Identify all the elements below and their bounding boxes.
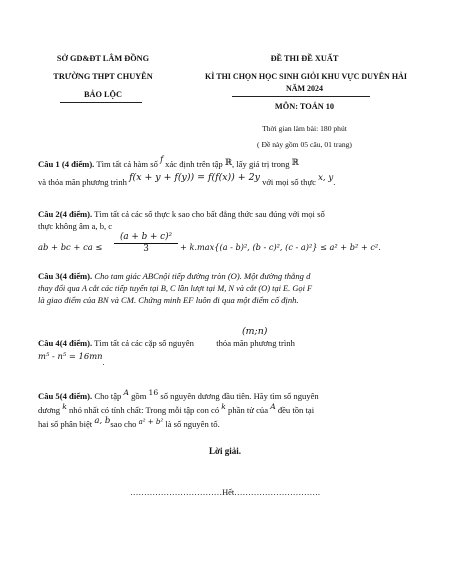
left-header-rule: [60, 102, 142, 103]
q2-text-1: Tìm tất cả các số thực k sao cho bất đẳng thức sau đúng với mọi số: [92, 209, 325, 219]
q5-text-7: đều tồn tại: [275, 405, 315, 415]
question-2-label: Câu 2(4 điểm).: [38, 209, 93, 219]
q2-fraction-numerator: (a + b + c)²: [114, 232, 178, 244]
school-name: TRƯỜNG THPT CHUYÊN: [53, 72, 153, 81]
solution-title: Lời giải.: [209, 446, 241, 456]
q5-ab: a, b: [94, 416, 111, 426]
question-2-line-2: thực không âm a, b, c: [38, 221, 113, 231]
q5-text-5: nhỏ nhất có tính chất: Trong mỗi tập con có: [66, 405, 222, 415]
q1-variables: x, y: [318, 173, 334, 183]
q5-set-a-2: A: [270, 402, 276, 411]
q5-text-9: sao cho: [110, 419, 139, 429]
question-2-inequality: [38, 232, 448, 260]
q1-text-4: và thỏa mãn phương trình: [38, 177, 130, 187]
q5-set-a: A: [123, 388, 129, 397]
q1-real-set-2: ℝ: [291, 158, 299, 168]
q5-text-2: gồm: [128, 391, 149, 401]
q2-rhs: + k.max{(a - b)², (b - c)², (c - a)²} ≤ a² + b² + c².: [180, 242, 381, 252]
exam-title: KÌ THI CHỌN HỌC SINH GIỎI KHU VỰC DUYÊN HẢI: [205, 72, 407, 81]
q1-text-2: xác định trên tập: [163, 159, 225, 169]
question-4-label: Câu 4(4 điểm).: [38, 338, 93, 348]
q5-k: k: [62, 402, 67, 411]
exam-year: NĂM 2024: [285, 84, 324, 93]
right-header-rule: [232, 96, 370, 97]
q1-end: .: [333, 177, 336, 187]
q4-text-2: thỏa mãn phương trình: [214, 338, 295, 348]
q2-lhs: ab + bc + ca ≤: [38, 242, 103, 252]
question-1-label: Câu 1 (4 điểm).: [38, 159, 95, 169]
dept-name: SỞ GD&ĐT LÂM ĐỒNG: [56, 54, 150, 63]
q5-number-16: 16: [148, 388, 159, 397]
q5-text-1: Cho tập: [92, 391, 124, 401]
exam-note: ( Đề này gồm 05 câu, 01 trang): [257, 140, 352, 149]
q2-fraction: [114, 232, 178, 254]
exam-type: ĐỀ THI ĐỀ XUẤT: [270, 54, 339, 63]
q5-text-10: là số nguyên tố.: [163, 419, 220, 429]
question-3-line-3: là giao điểm của BN và CM. Chứng minh EF luôn đi qua một điểm cố định.: [38, 295, 299, 305]
question-5-line-1: [38, 390, 448, 403]
question-3-line-2: thay đổi qua A cắt các tiếp tuyến tại B, C lần lượt tại M, N và cắt (O) tại E. Gọi F: [38, 284, 313, 293]
question-1-line-1: [38, 155, 438, 172]
q4-integer-pair: (m;n): [242, 326, 268, 337]
q2-fraction-denominator: 3: [143, 244, 149, 254]
q1-text-5: với mọi số thực: [259, 177, 319, 187]
q4-equation: m⁵ - n⁵ = 16mn: [38, 351, 103, 361]
question-5-label: Câu 5(4 điểm).: [38, 391, 93, 401]
q5-text-8: hai số phân biệt: [38, 419, 95, 429]
q4-text-1: Tìm tất cả các cặp số nguyên: [92, 338, 197, 348]
q1-equation: f(x + y + f(y)) = f(f(x)) + 2y: [129, 172, 260, 183]
question-4-line-1: [38, 337, 438, 350]
question-5-line-3: [38, 418, 448, 432]
q1-function-symbol: f: [160, 155, 164, 164]
q1-real-set-1: ℝ: [224, 158, 232, 168]
question-4-line-2: [38, 350, 238, 367]
q4-end: .: [102, 357, 105, 367]
q5-sum-of-squares: a² + b²: [138, 418, 164, 426]
q1-text-1: Tìm tất cả hàm số: [94, 159, 161, 169]
q3-text-1: Cho tam giác ABCnội tiếp đường tròn (O). Một đường thẳng d: [92, 271, 311, 281]
q1-text-3: , lấy giá trị trong: [232, 159, 292, 169]
end-marker: ……………………………Hết………………………….: [129, 488, 321, 497]
exam-subject: MÔN: TOÁN 10: [274, 102, 335, 111]
question-3-label: Câu 3(4 điểm).: [38, 271, 93, 281]
question-1-line-2: [38, 172, 438, 190]
school-location: BẢO LỘC: [83, 90, 123, 99]
q5-text-6: phần tử của: [225, 405, 271, 415]
q5-text-3: số nguyên dương đầu tiên. Hãy tìm số nguyên: [158, 391, 319, 401]
q5-text-4: dương: [38, 405, 63, 415]
exam-time: Thời gian làm bài: 180 phút: [262, 124, 347, 133]
q5-k-2: k: [221, 402, 226, 411]
